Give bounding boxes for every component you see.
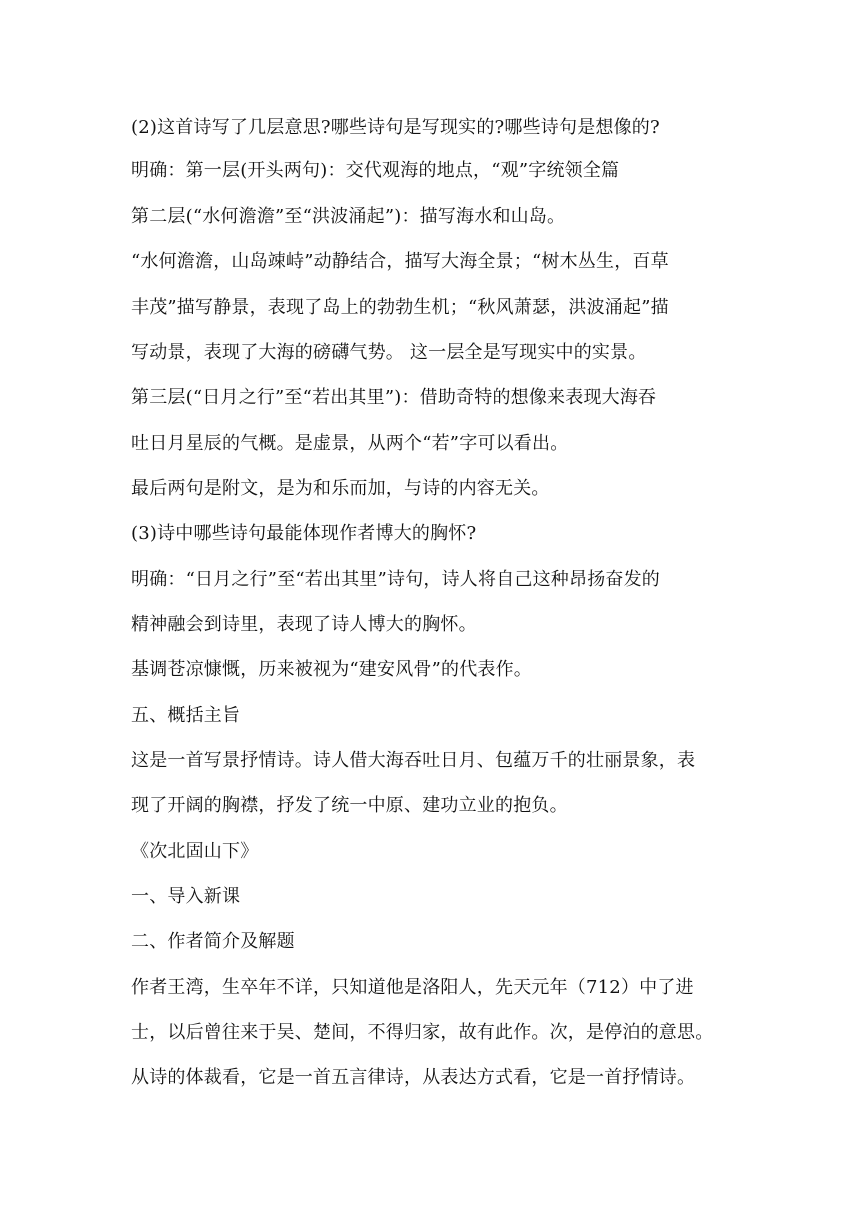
paragraph-line: “水何澹澹，山岛竦峙”动静结合，描写大海全景；“树木丛生，百草 bbox=[131, 251, 669, 272]
paragraph-line: 基调苍凉慷慨，历来被视为“建安风骨”的代表作。 bbox=[131, 659, 533, 680]
section-heading-author: 二、作者简介及解题 bbox=[131, 931, 295, 952]
question-3-line: (3)诗中哪些诗句最能体现作者博大的胸怀? bbox=[131, 523, 477, 544]
paragraph-line: 士，以后曾往来于吴、楚间，不得归家，故有此作。次，是停泊的意思。 bbox=[131, 1022, 714, 1043]
paragraph-line: 从诗的体裁看，它是一首五言律诗，从表达方式看，它是一首抒情诗。 bbox=[131, 1067, 696, 1088]
paragraph-line: 现了开阔的胸襟，抒发了统一中原、建功立业的抱负。 bbox=[131, 795, 568, 816]
paragraph-line: 这是一首写景抒情诗。诗人借大海吞吐日月、包蕴万千的壮丽景象，表 bbox=[131, 750, 696, 771]
paragraph-line: 吐日月星辰的气概。是虚景，从两个“若”字可以看出。 bbox=[131, 433, 569, 454]
paragraph-line: 精神融会到诗里，表现了诗人博大的胸怀。 bbox=[131, 614, 477, 635]
answer-line: 明确：“日月之行”至“若出其里”诗句，诗人将自己这种昂扬奋发的 bbox=[131, 569, 661, 590]
paragraph-line: 最后两句是附文，是为和乐而加，与诗的内容无关。 bbox=[131, 478, 550, 499]
section-heading-intro: 一、导入新课 bbox=[131, 886, 241, 907]
paragraph-line: 写动景，表现了大海的磅礴气势。 这一层全是写现实中的实景。 bbox=[131, 342, 647, 363]
layer-2-heading-line: 第二层(“水何澹澹”至“洪波涌起”)：描写海水和山岛。 bbox=[131, 206, 566, 227]
answer-layer-1-line: 明确：第一层(开头两句)：交代观海的地点，“观”字统领全篇 bbox=[131, 160, 620, 181]
layer-3-heading-line: 第三层(“日月之行”至“若出其里”)：借助奇特的想像来表现大海吞 bbox=[131, 387, 657, 408]
paragraph-line: 作者王湾，生卒年不详，只知道他是洛阳人，先天元年（712）中了进 bbox=[131, 977, 694, 998]
question-2-line: (2)这首诗写了几层意思?哪些诗句是写现实的?哪些诗句是想像的? bbox=[131, 117, 660, 138]
paragraph-line: 丰茂”描写静景，表现了岛上的勃勃生机；“秋风萧瑟，洪波涌起”描 bbox=[131, 297, 669, 318]
poem-title-line: 《次北固山下》 bbox=[131, 841, 259, 862]
section-heading-summary: 五、概括主旨 bbox=[131, 705, 241, 726]
